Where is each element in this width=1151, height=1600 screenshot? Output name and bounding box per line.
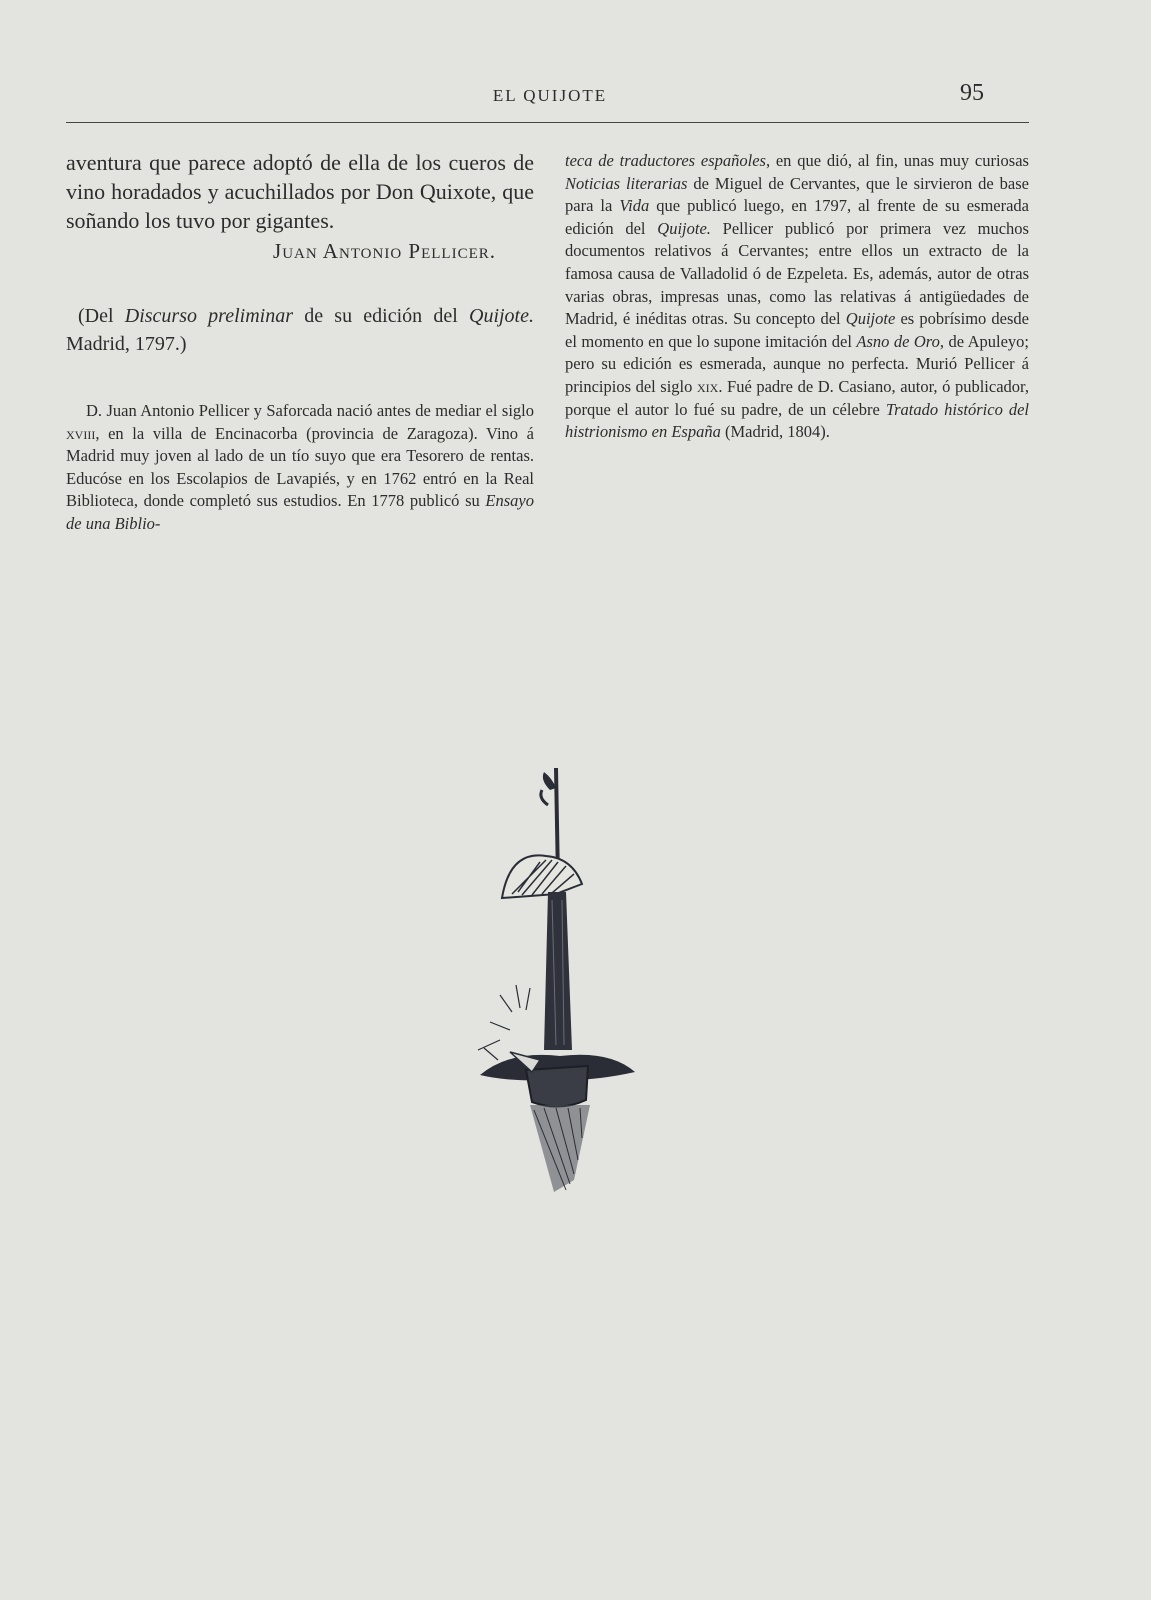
bio-title-start: Ensayo de una Biblio- (66, 491, 534, 533)
running-header: EL QUIJOTE (492, 86, 608, 105)
title-quijote-1: Quijote. (657, 218, 711, 238)
source-work: Quijote. (469, 305, 534, 327)
header-rule (66, 122, 1029, 123)
source-close: Madrid, 1797.) (66, 333, 187, 355)
text-6: , de Apuleyo; pero su edición es esmerada, aunque no perfecta. Murió Pellicer á principios del siglo (565, 331, 1029, 396)
text-8: (Madrid, 1804). (720, 422, 830, 442)
source-open: (Del (78, 305, 125, 327)
left-column (66, 148, 534, 536)
page-number: 95 (960, 80, 984, 106)
text-4: Pellicer publicó por primera vez muchos documentos relativos á Cervantes; entre ellos un extracto de la famosa causa de Valladolid ó de Ezpeleta. Es, además, autor de otras varias obras, impresas unas, como las relativas á antigüedades de Madrid, é inéditas otras. Su concepto del (565, 218, 1029, 329)
biography-continuation (565, 150, 1029, 444)
quote-ending: aventura que parece adoptó de ella de los cueros de vino horadados y acuchillados por Don Quixote, que soñando los tuvo por gigantes. (66, 150, 534, 233)
source-citation (66, 302, 534, 358)
title-vida: Vida (619, 196, 650, 216)
bio-text-2: , en la villa de Encinacorba (provincia de Zaragoza). Vino á Madrid muy joven al lado de un tío suyo que era Tesorero de rentas. Educóse en los Escolapios de Lavapiés, y en 1762 entró en la Real Biblioteca, donde completó sus estudios. En 1778 publicó su (66, 423, 534, 511)
bio-century: xviii (66, 423, 96, 443)
text-3: que publicó luego, en 1797, al frente de su esmerada edición del (565, 196, 1029, 238)
title-quijote-2: Quijote (845, 309, 896, 329)
text-7: . Fué padre de D. Casiano, autor, ó publicador, porque el autor lo fué su padre, de un célebre (565, 376, 1029, 419)
text-5: es pobrísimo desde el momento en que lo supone imitación del (565, 309, 1030, 351)
text-2: de Miguel de Cervantes, que le sirvieron de base para la (565, 173, 1029, 216)
lance-and-helmet-vignette-icon (470, 760, 650, 1200)
quote-signature: Juan Antonio Pellicer. (273, 239, 496, 263)
title-end: teca de traductores españoles (565, 151, 766, 170)
source-title: Discurso preliminar (124, 305, 293, 327)
bio-text-1: D. Juan Antonio Pellicer y Saforcada nació antes de mediar el siglo (86, 401, 534, 420)
title-asno: Asno de Oro (856, 331, 940, 351)
right-column (565, 150, 1029, 444)
biography-paragraph (66, 400, 534, 536)
title-noticias: Noticias literarias (565, 173, 688, 193)
century: xix (696, 376, 719, 396)
source-mid: de su edición del (293, 305, 469, 327)
text-1: , en que dió, al fin, unas muy curiosas (765, 151, 1029, 170)
title-tratado: Tratado histórico del histrionismo en España (565, 399, 1029, 442)
